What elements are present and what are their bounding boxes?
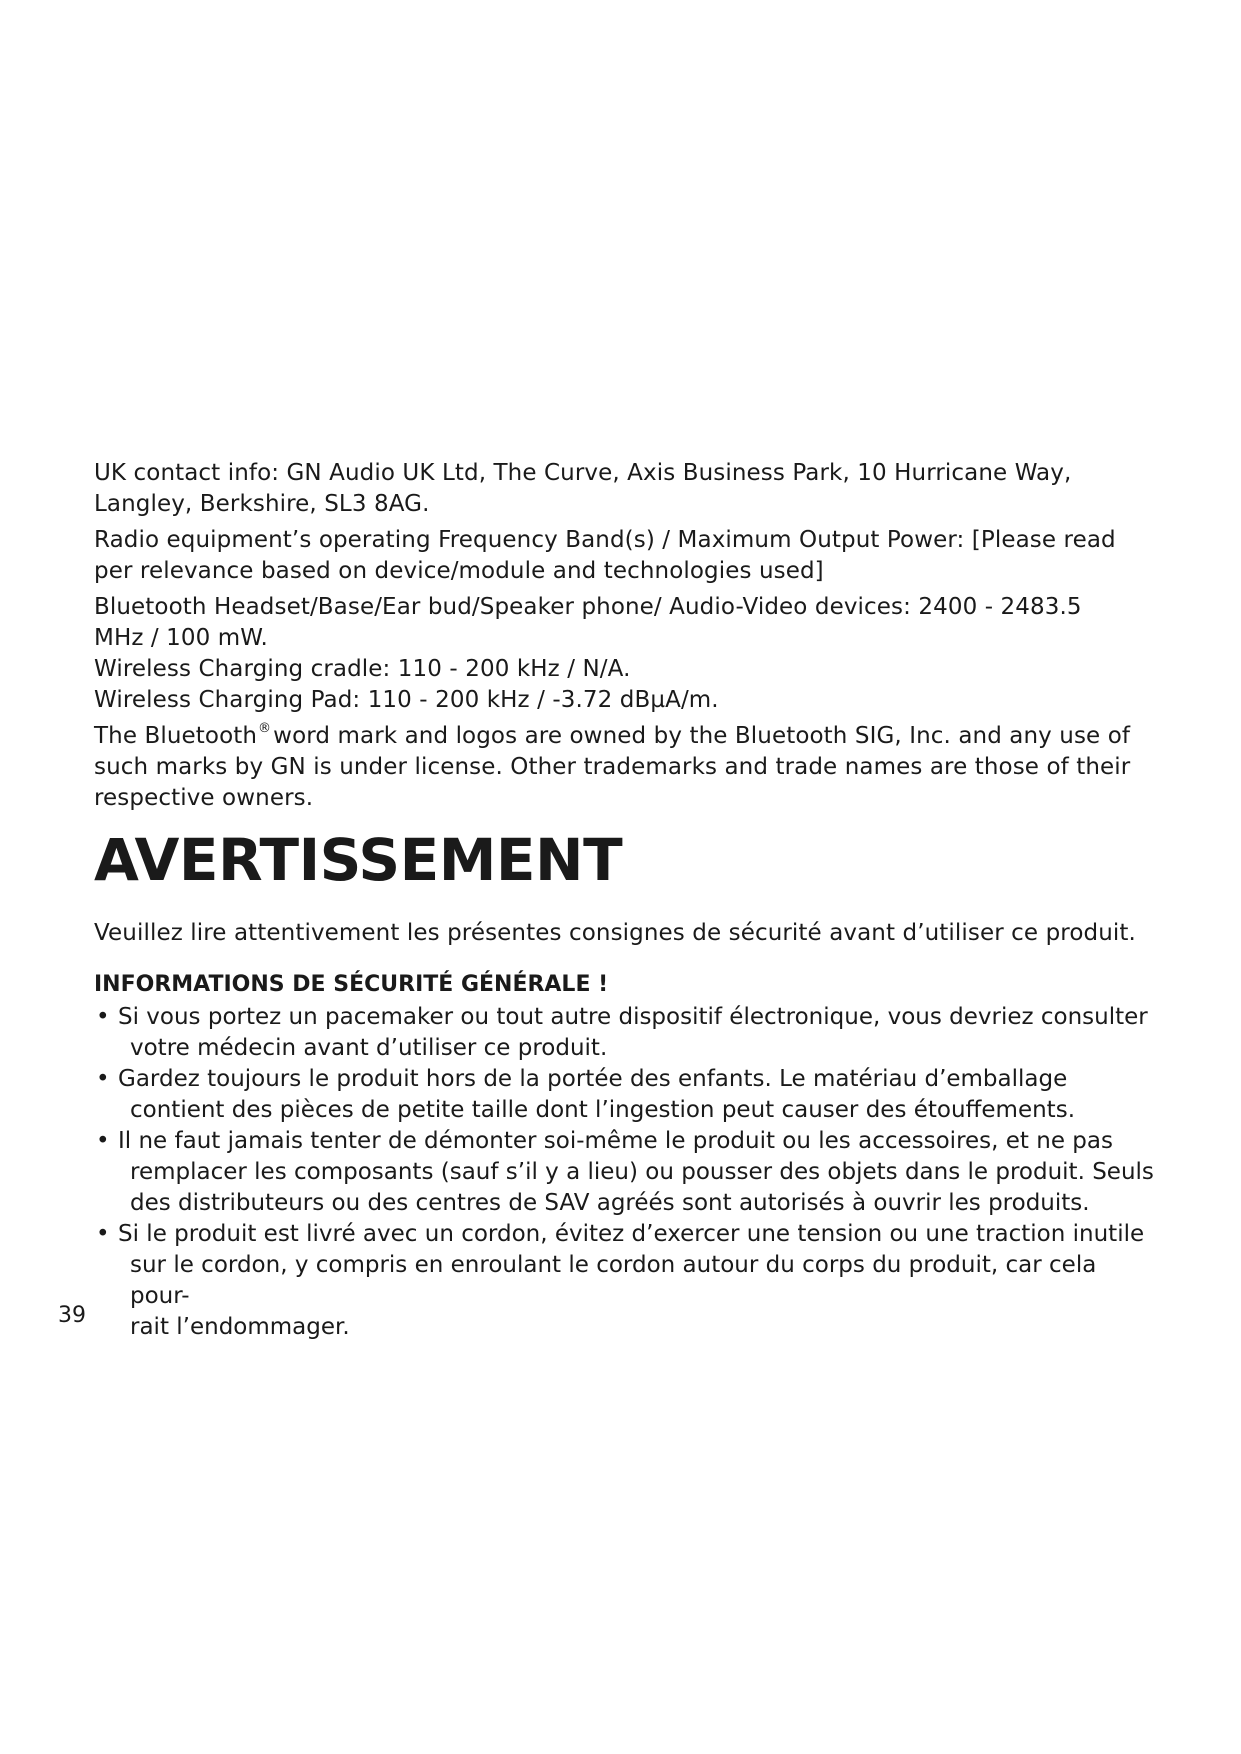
text-line: Il ne faut jamais tenter de démonter soi-même le produit ou les accessoires, et ne pas: [118, 1128, 1113, 1154]
text-line: Gardez toujours le produit hors de la portée des enfants. Le matériau d’emballage: [118, 1066, 1068, 1092]
safety-bullet-list: [94, 1002, 1154, 1343]
text-line: Si le produit est livré avec un cordon, évitez d’exercer une tension ou une traction inutile: [118, 1221, 1145, 1247]
text-line: per relevance based on device/module and technologies used]: [94, 558, 824, 584]
text-line: Si vous portez un pacemaker ou tout autre dispositif électronique, vous devriez consulter: [118, 1004, 1148, 1030]
uk-contact-info: [94, 458, 1154, 520]
list-item: [94, 1126, 1154, 1219]
registered-mark: ®: [258, 721, 272, 737]
trademark-notice: [94, 721, 1154, 814]
bullet-icon: •: [96, 1128, 110, 1154]
text-line: votre médecin avant d’utiliser ce produit.: [130, 1035, 608, 1061]
bullet-icon: •: [96, 1004, 110, 1030]
text-line: Wireless Charging Pad: 110 - 200 kHz / -3.72 dBµA/m.: [94, 687, 719, 713]
text-line: contient des pièces de petite taille dont l’ingestion peut causer des étouffements.: [130, 1097, 1075, 1123]
trademark-text: word mark and logos are owned by the Bluetooth SIG, Inc. and any use of: [273, 723, 1131, 749]
text-line: Wireless Charging cradle: 110 - 200 kHz / N/A.: [94, 656, 631, 682]
safety-intro: [94, 918, 1154, 949]
text-line: such marks by GN is under license. Other trademarks and trade names are those of their: [94, 754, 1131, 780]
page-content: [94, 458, 1154, 1343]
text-line: remplacer les composants (sauf s’il y a lieu) ou pousser des objets dans le produit. Seuls: [130, 1159, 1154, 1185]
text-line: UK contact info: GN Audio UK Ltd, The Curve, Axis Business Park, 10 Hurricane Way,: [94, 460, 1072, 486]
text-line: sur le cordon, y compris en enroulant le cordon autour du corps du produit, car cela pour-: [130, 1252, 1097, 1309]
list-item: [94, 1219, 1154, 1343]
text-line: MHz / 100 mW.: [94, 625, 268, 651]
trademark-text: The Bluetooth: [94, 723, 258, 749]
bullet-icon: •: [96, 1066, 110, 1092]
radio-equipment-info: [94, 525, 1154, 587]
page-number: 39: [58, 1303, 86, 1328]
text-line: Bluetooth Headset/Base/Ear bud/Speaker phone/ Audio-Video devices: 2400 - 2483.5: [94, 594, 1082, 620]
warning-heading: AVERTISSEMENT: [94, 826, 623, 894]
text-line: Veuillez lire attentivement les présentes consignes de sécurité avant d’utiliser ce produit.: [94, 920, 1136, 946]
list-item: [94, 1002, 1154, 1064]
text-line: rait l’endommager.: [130, 1314, 350, 1340]
text-line: des distributeurs ou des centres de SAV agréés sont autorisés à ouvrir les produits.: [130, 1190, 1090, 1216]
text-line: Radio equipment’s operating Frequency Band(s) / Maximum Output Power: [Please read: [94, 527, 1116, 553]
bullet-icon: •: [96, 1221, 110, 1247]
text-line: respective owners.: [94, 785, 314, 811]
text-line: [94, 721, 1154, 752]
general-safety-subheading: INFORMATIONS DE SÉCURITÉ GÉNÉRALE !: [94, 972, 609, 997]
list-item: [94, 1064, 1154, 1126]
text-line: Langley, Berkshire, SL3 8AG.: [94, 491, 430, 517]
device-frequency-info: [94, 592, 1154, 716]
